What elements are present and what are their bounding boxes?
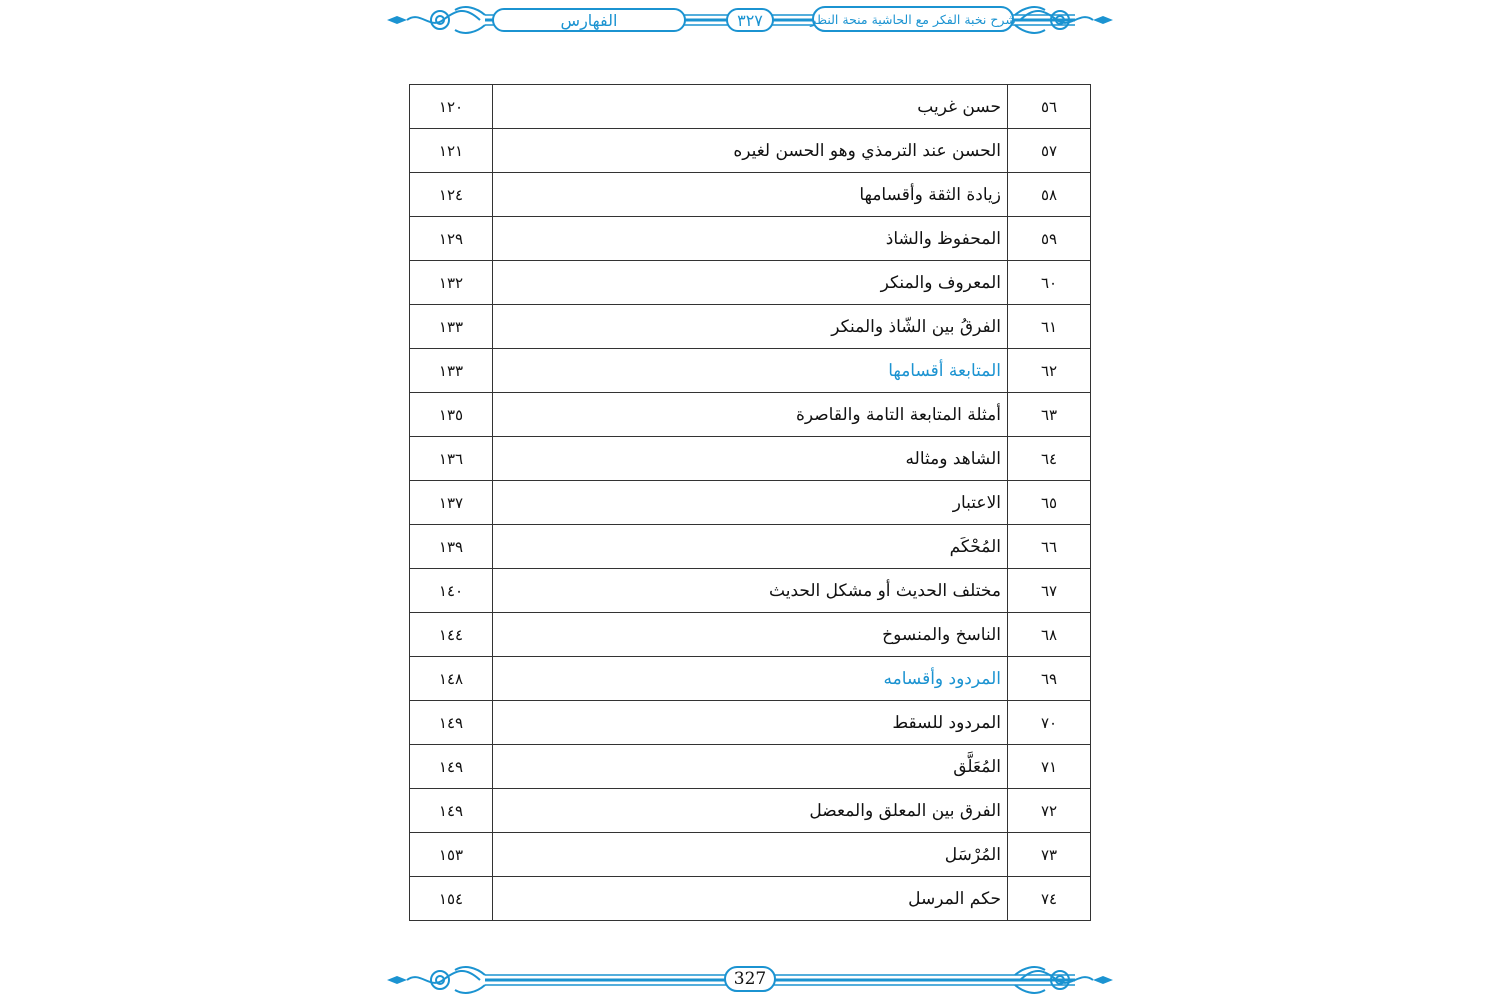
footer-page-number: 327 bbox=[724, 966, 776, 992]
page-reference: ١٥٣ bbox=[410, 833, 493, 877]
topic-title: المردود وأقسامه bbox=[493, 657, 1008, 701]
row-number: ٥٨ bbox=[1008, 173, 1091, 217]
row-number: ٥٦ bbox=[1008, 85, 1091, 129]
topic-title: المحفوظ والشاذ bbox=[493, 217, 1008, 261]
topic-title: حكم المرسل bbox=[493, 877, 1008, 921]
page-reference: ١٤٤ bbox=[410, 613, 493, 657]
row-number: ٦٨ bbox=[1008, 613, 1091, 657]
row-number: ٥٧ bbox=[1008, 129, 1091, 173]
topic-title: الفرق بين المعلق والمعضل bbox=[493, 789, 1008, 833]
topic-title: زيادة الثقة وأقسامها bbox=[493, 173, 1008, 217]
table-row bbox=[410, 525, 1091, 569]
index-table-body bbox=[410, 85, 1091, 921]
header-page-number: ٣٢٧ bbox=[726, 8, 774, 32]
index-table bbox=[409, 84, 1091, 921]
page-reference: ١٣٣ bbox=[410, 305, 493, 349]
page-reference: ١٢٤ bbox=[410, 173, 493, 217]
table-row bbox=[410, 393, 1091, 437]
page-reference: ١٣٧ bbox=[410, 481, 493, 525]
book-title: شرح نخبة الفكر مع الحاشية منحة النظر bbox=[812, 6, 1014, 32]
row-number: ٦٢ bbox=[1008, 349, 1091, 393]
table-row bbox=[410, 657, 1091, 701]
row-number: ٦٧ bbox=[1008, 569, 1091, 613]
page-reference: ١٣٣ bbox=[410, 349, 493, 393]
table-row bbox=[410, 437, 1091, 481]
table-row bbox=[410, 305, 1091, 349]
row-number: ٧٣ bbox=[1008, 833, 1091, 877]
table-row bbox=[410, 217, 1091, 261]
topic-title: المردود للسقط bbox=[493, 701, 1008, 745]
section-title: الفهارس bbox=[492, 8, 686, 32]
page-reference: ١٤٩ bbox=[410, 701, 493, 745]
row-number: ٦٣ bbox=[1008, 393, 1091, 437]
table-row bbox=[410, 877, 1091, 921]
topic-title: الشاهد ومثاله bbox=[493, 437, 1008, 481]
topic-title: المُحْكَم bbox=[493, 525, 1008, 569]
topic-title: أمثلة المتابعة التامة والقاصرة bbox=[493, 393, 1008, 437]
page-reference: ١٣٩ bbox=[410, 525, 493, 569]
table-row bbox=[410, 481, 1091, 525]
row-number: ٦٥ bbox=[1008, 481, 1091, 525]
topic-title: المتابعة أقسامها bbox=[493, 349, 1008, 393]
page-reference: ١٤٩ bbox=[410, 789, 493, 833]
row-number: ٦٦ bbox=[1008, 525, 1091, 569]
topic-title: الحسن عند الترمذي وهو الحسن لغيره bbox=[493, 129, 1008, 173]
page-reference: ١٣٥ bbox=[410, 393, 493, 437]
row-number: ٧٢ bbox=[1008, 789, 1091, 833]
table-row bbox=[410, 261, 1091, 305]
table-row bbox=[410, 789, 1091, 833]
table-row bbox=[410, 745, 1091, 789]
row-number: ٦١ bbox=[1008, 305, 1091, 349]
page-reference: ١٢٩ bbox=[410, 217, 493, 261]
table-row bbox=[410, 349, 1091, 393]
row-number: ٧٤ bbox=[1008, 877, 1091, 921]
page-reference: ١٤٠ bbox=[410, 569, 493, 613]
page-reference: ١٢٠ bbox=[410, 85, 493, 129]
page-reference: ١٣٢ bbox=[410, 261, 493, 305]
table-row bbox=[410, 701, 1091, 745]
topic-title: المُعَلَّق bbox=[493, 745, 1008, 789]
topic-title: مختلف الحديث أو مشكل الحديث bbox=[493, 569, 1008, 613]
page-reference: ١٥٤ bbox=[410, 877, 493, 921]
topic-title: المعروف والمنكر bbox=[493, 261, 1008, 305]
table-row bbox=[410, 173, 1091, 217]
row-number: ٦٤ bbox=[1008, 437, 1091, 481]
row-number: ٦٠ bbox=[1008, 261, 1091, 305]
page-reference: ١٤٨ bbox=[410, 657, 493, 701]
row-number: ٧١ bbox=[1008, 745, 1091, 789]
table-row bbox=[410, 613, 1091, 657]
table-row bbox=[410, 569, 1091, 613]
topic-title: الناسخ والمنسوخ bbox=[493, 613, 1008, 657]
table-row bbox=[410, 85, 1091, 129]
page-reference: ١٣٦ bbox=[410, 437, 493, 481]
page-reference: ١٢١ bbox=[410, 129, 493, 173]
topic-title: الاعتبار bbox=[493, 481, 1008, 525]
row-number: ٥٩ bbox=[1008, 217, 1091, 261]
topic-title: المُرْسَل bbox=[493, 833, 1008, 877]
topic-title: الفرقُ بين الشّاذ والمنكر bbox=[493, 305, 1008, 349]
page-reference: ١٤٩ bbox=[410, 745, 493, 789]
table-row bbox=[410, 129, 1091, 173]
row-number: ٦٩ bbox=[1008, 657, 1091, 701]
topic-title: حسن غريب bbox=[493, 85, 1008, 129]
table-row bbox=[410, 833, 1091, 877]
row-number: ٧٠ bbox=[1008, 701, 1091, 745]
